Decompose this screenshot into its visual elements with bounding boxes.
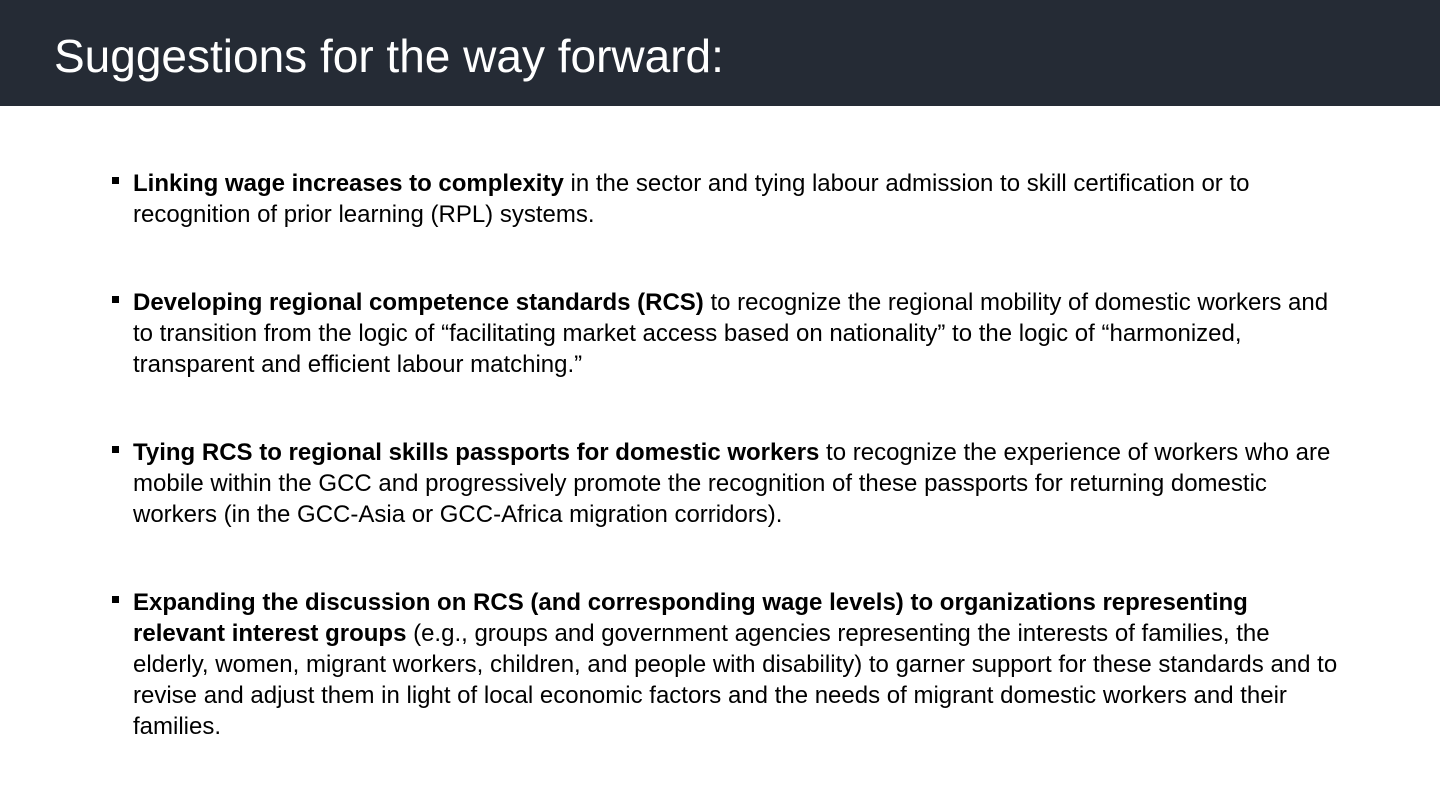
square-bullet-icon	[112, 596, 119, 603]
slide-title: Suggestions for the way forward:	[54, 30, 724, 82]
bullet-bold-text: Developing regional competence standards (RCS)	[133, 289, 704, 316]
bullet-item-skills-passports	[108, 437, 1338, 530]
bullet-body-text: (e.g., groups and government agencies representing the interests of families, the elderly, women, migrant workers, children, and people with disability) to garner support for these standards and to revise and adjust them in light of local economic factors and the needs of migrant domestic workers and their families.	[133, 620, 1338, 740]
square-bullet-icon	[112, 177, 119, 184]
bullet-item-wage-complexity	[108, 168, 1338, 230]
bullet-list	[108, 168, 1338, 742]
square-bullet-icon	[112, 446, 119, 453]
bullet-bold-text: Expanding the discussion on RCS (and corresponding wage levels) to organizations representing relevant interest groups	[133, 589, 1248, 647]
bullet-bold-text: Tying RCS to regional skills passports for domestic workers	[133, 439, 820, 466]
bullet-body-text: in the sector and tying labour admission to skill certification or to recognition of prior learning (RPL) systems.	[133, 170, 1250, 228]
square-bullet-icon	[112, 296, 119, 303]
bullet-item-rcs	[108, 287, 1338, 380]
bullet-item-expanding-discussion	[108, 587, 1338, 742]
bullet-body-text: to recognize the regional mobility of domestic workers and to transition from the logic of “facilitating market access based on nationality” to the logic of “harmonized, transparent and efficient labour matching.”	[133, 289, 1329, 378]
title-bar	[0, 0, 1440, 106]
bullet-body-text: to recognize the experience of workers who are mobile within the GCC and progressively promote the recognition of these passports for returning domestic workers (in the GCC-Asia or GCC-Africa migration corridors).	[133, 439, 1331, 528]
bullet-bold-text: Linking wage increases to complexity	[133, 170, 564, 197]
